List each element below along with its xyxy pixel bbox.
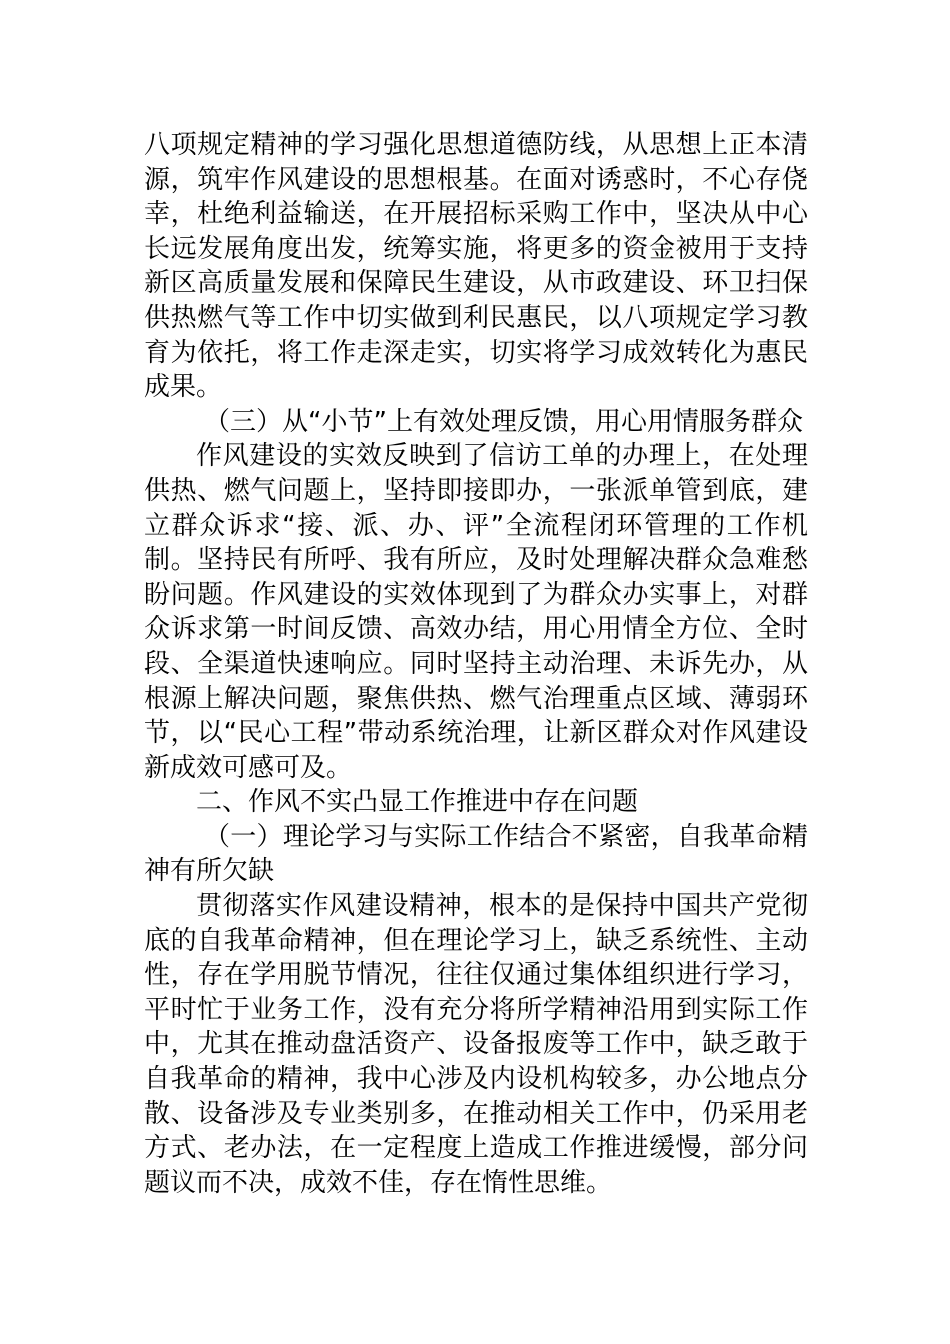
paragraph-body: 作风建设的实效反映到了信访工单的办理上，在处理供热、燃气问题上，坚持即接即办，一张派单管到底，建立群众诉求“接、派、办、评”全流程闭环管理的工作机制。坚持民有所呼、我有所应，及时处理解决群众急难愁盼问题。作风建设的实效体现到了为群众办实事上，对群众诉求第一时间反馈、高效办结，用心用情全方位、全时段、全渠道快速响应。同时坚持主动治理、未诉先办，从根源上解决问题，聚焦供热、燃气治理重点区域、薄弱环节，以“民心工程”带动系统治理，让新区群众对作风建设新成效可感可及。	[144, 441, 808, 783]
paragraph-continued: 八项规定精神的学习强化思想道德防线，从思想上正本清源，筑牢作风建设的思想根基。在面对诱惑时，不心存侥幸，杜绝利益输送，在开展招标采购工作中，坚决从中心长远发展角度出发，统筹实施，将更多的资金被用于支持新区高质量发展和保障民生建设，从市政建设、环卫扫保供热燃气等工作中切实做到利民惠民，以八项规定学习教育为依托，将工作走深走实，切实将学习成效转化为惠民成果。	[144, 130, 808, 403]
paragraph-body: 贯彻落实作风建设精神，根本的是保持中国共产党彻底的自我革命精神，但在理论学习上，缺乏系统性、主动性，存在学用脱节情况，往往仅通过集体组织进行学习，平时忙于业务工作，没有充分将所学精神沿用到实际工作中，尤其在推动盘活资产、设备报废等工作中，缺乏敢于自我革命的精神，我中心涉及内设机构较多，办公地点分散、设备涉及专业类别多，在推动相关工作中，仍采用老方式、老办法，在一定程度上造成工作推进缓慢，部分问题议而不决，成效不佳，存在惰性思维。	[144, 891, 808, 1198]
subheading-one: （一）理论学习与实际工作结合不紧密，自我革命精神有所欠缺	[144, 821, 808, 887]
section-heading-two: 二、作风不实凸显工作推进中存在问题	[196, 787, 639, 818]
subheading-three: （三）从“小节”上有效处理反馈，用心用情服务群众	[204, 406, 803, 437]
document-body	[144, 128, 808, 1200]
